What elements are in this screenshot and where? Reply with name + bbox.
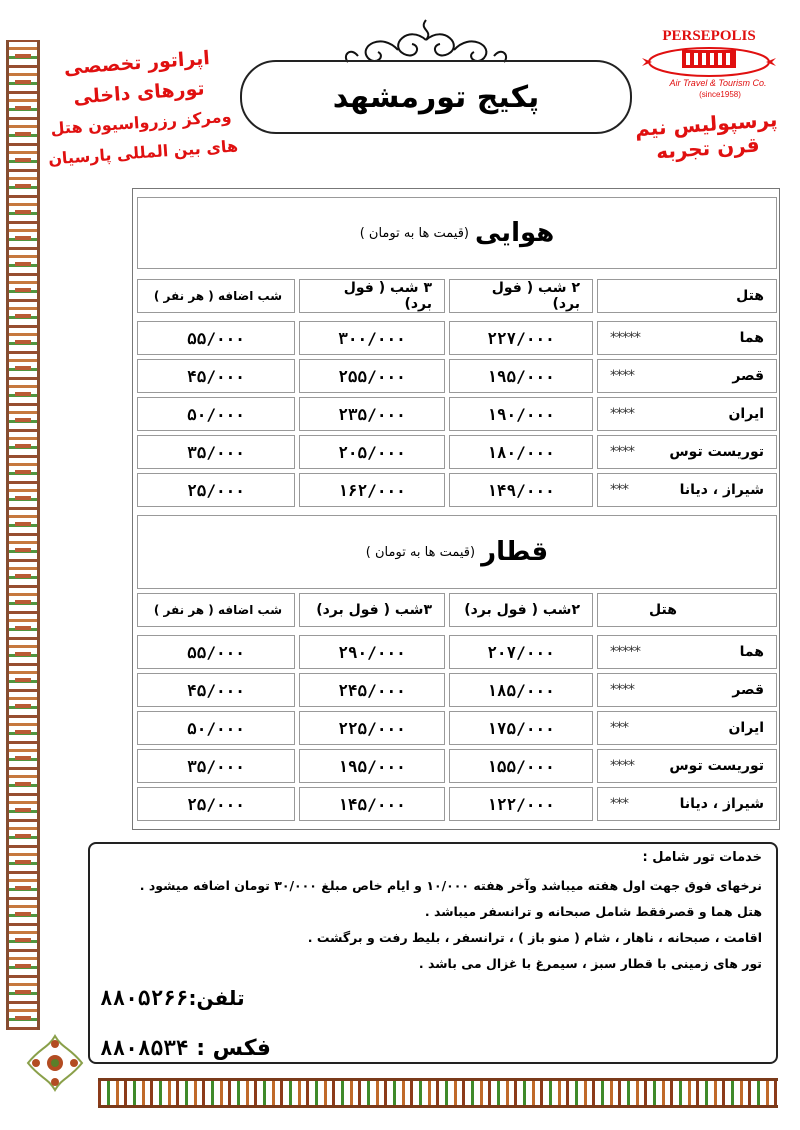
fax-contact (100, 1036, 271, 1061)
air-price-2night: ۱۴۹/۰۰۰ (449, 473, 593, 507)
train-header-hotel: هتل (597, 593, 777, 627)
logo-tagline: پرسپولیس نیم قرن تجربه (634, 107, 779, 164)
air-price-2night: ۲۲۷/۰۰۰ (449, 321, 593, 355)
hotel-name: توریست توس (669, 758, 764, 774)
star-rating: **** (610, 368, 634, 384)
train-price-3night: ۱۴۵/۰۰۰ (299, 787, 445, 821)
air-price-3night: ۲۵۵/۰۰۰ (299, 359, 445, 393)
air-price-extra-night: ۵۰/۰۰۰ (137, 397, 295, 431)
corner-ornament-icon (22, 1030, 88, 1096)
train-hotel-cell (597, 787, 777, 821)
train-hotel-cell (597, 749, 777, 783)
logo-subtitle: Air Travel & Tourism Co. (669, 78, 767, 88)
train-hotel-cell (597, 673, 777, 707)
hotel-name: شیراز ، دیانا (679, 482, 764, 498)
train-price-2night: ۱۲۲/۰۰۰ (449, 787, 593, 821)
star-rating: **** (610, 406, 634, 422)
air-hotel-cell (597, 435, 777, 469)
star-rating: *** (610, 482, 628, 498)
air-price-extra-night: ۵۵/۰۰۰ (137, 321, 295, 355)
star-rating: **** (610, 444, 634, 460)
note-line-1: نرخهای فوق جهت اول هفته میباشد وآخر هفته ۱۰/۰۰۰ و ایام خاص مبلغ ۳۰/۰۰۰ تومان اضافه میشود . (139, 878, 762, 893)
train-price-extra-night: ۵۰/۰۰۰ (137, 711, 295, 745)
hotel-name: ایران (728, 720, 764, 736)
train-hotel-cell (597, 711, 777, 745)
air-price-extra-night: ۴۵/۰۰۰ (137, 359, 295, 393)
hotel-name: هما (739, 330, 764, 346)
logo-name: PERSEPOLIS (662, 28, 756, 44)
fax-label: فکس : (196, 1036, 271, 1061)
air-section-title: هوایی (475, 218, 555, 248)
train-price-extra-night: ۲۵/۰۰۰ (137, 787, 295, 821)
air-price-3night: ۲۳۵/۰۰۰ (299, 397, 445, 431)
phone-contact (100, 986, 245, 1010)
train-price-3night: ۱۹۵/۰۰۰ (299, 749, 445, 783)
page-title: پکیج تورمشهد (240, 60, 632, 134)
decorative-bottom-border (98, 1078, 778, 1108)
hotel-name: قصر (732, 368, 764, 384)
air-hotel-cell (597, 321, 777, 355)
slogan-line-2: ومرکز رزرواسیون هتل های بین المللی پارسیان (47, 106, 239, 169)
slogan-line-1: اپراتور تخصصی تورهای داخلی (63, 47, 211, 109)
train-price-2night: ۲۰۷/۰۰۰ (449, 635, 593, 669)
company-slogan (36, 41, 244, 175)
hotel-name: هما (739, 644, 764, 660)
train-price-3night: ۲۹۰/۰۰۰ (299, 635, 445, 669)
air-header-hotel: هتل (597, 279, 777, 313)
star-rating: *** (610, 720, 628, 736)
air-price-extra-night: ۳۵/۰۰۰ (137, 435, 295, 469)
train-price-2night: ۱۸۵/۰۰۰ (449, 673, 593, 707)
hotel-name: شیراز ، دیانا (679, 796, 764, 812)
price-table-frame (132, 188, 780, 830)
train-price-2night: ۱۵۵/۰۰۰ (449, 749, 593, 783)
air-price-2night: ۱۸۰/۰۰۰ (449, 435, 593, 469)
phone-label: تلفن: (188, 986, 245, 1010)
note-line-3: اقامت ، صبحانه ، ناهار ، شام ( منو باز ) ، ترانسفر ، بلیط رفت و برگشت . (307, 930, 762, 945)
star-rating: ***** (610, 644, 640, 660)
fax-number: ۸۸۰۸۵۳۴ (100, 1036, 189, 1060)
phone-number: ۸۸۰۵۲۶۶ (100, 986, 189, 1010)
star-rating: ***** (610, 330, 640, 346)
train-price-3night: ۲۲۵/۰۰۰ (299, 711, 445, 745)
air-section-header (137, 197, 777, 269)
logo-since: (since1958) (699, 90, 741, 99)
air-price-3night: ۲۰۵/۰۰۰ (299, 435, 445, 469)
star-rating: **** (610, 758, 634, 774)
air-price-2night: ۱۹۵/۰۰۰ (449, 359, 593, 393)
air-hotel-cell (597, 473, 777, 507)
air-section-subtitle: (قیمت ها به تومان ) (359, 225, 469, 241)
air-header-3night: ۳ شب ( فول برد) (299, 279, 445, 313)
hotel-name: قصر (732, 682, 764, 698)
train-price-2night: ۱۷۵/۰۰۰ (449, 711, 593, 745)
decorative-left-border (6, 40, 40, 1030)
train-price-3night: ۲۴۵/۰۰۰ (299, 673, 445, 707)
train-price-extra-night: ۴۵/۰۰۰ (137, 673, 295, 707)
train-header-3night: ۳شب ( فول برد) (299, 593, 445, 627)
train-section-header (137, 515, 777, 589)
train-price-extra-night: ۳۵/۰۰۰ (137, 749, 295, 783)
air-price-extra-night: ۲۵/۰۰۰ (137, 473, 295, 507)
tour-services-box (88, 842, 778, 1064)
star-rating: **** (610, 682, 634, 698)
star-rating: *** (610, 796, 628, 812)
hotel-name: ایران (728, 406, 764, 422)
note-line-2: هتل هما و قصرفقط شامل صبحانه و ترانسفر میباشد . (424, 904, 762, 919)
note-line-4: تور های زمینی با قطار سبز ، سیمرغ با غزال می باشد . (418, 956, 762, 971)
air-header-extra-night: شب اضافه ( هر نفر ) (137, 279, 295, 313)
train-header-extra-night: شب اضافه ( هر نفر ) (137, 593, 295, 627)
train-hotel-cell (597, 635, 777, 669)
air-hotel-cell (597, 359, 777, 393)
air-price-3night: ۳۰۰/۰۰۰ (299, 321, 445, 355)
hotel-name: توریست توس (669, 444, 764, 460)
train-header-2night: ۲شب ( فول برد) (449, 593, 593, 627)
air-price-3night: ۱۶۲/۰۰۰ (299, 473, 445, 507)
train-price-extra-night: ۵۵/۰۰۰ (137, 635, 295, 669)
persepolis-logo (634, 22, 784, 100)
train-section-title: قطار (481, 537, 549, 567)
air-price-2night: ۱۹۰/۰۰۰ (449, 397, 593, 431)
air-hotel-cell (597, 397, 777, 431)
services-title: خدمات تور شامل : (642, 850, 762, 865)
air-header-2night: ۲ شب ( فول برد) (449, 279, 593, 313)
train-section-subtitle: (قیمت ها به تومان ) (365, 544, 476, 560)
